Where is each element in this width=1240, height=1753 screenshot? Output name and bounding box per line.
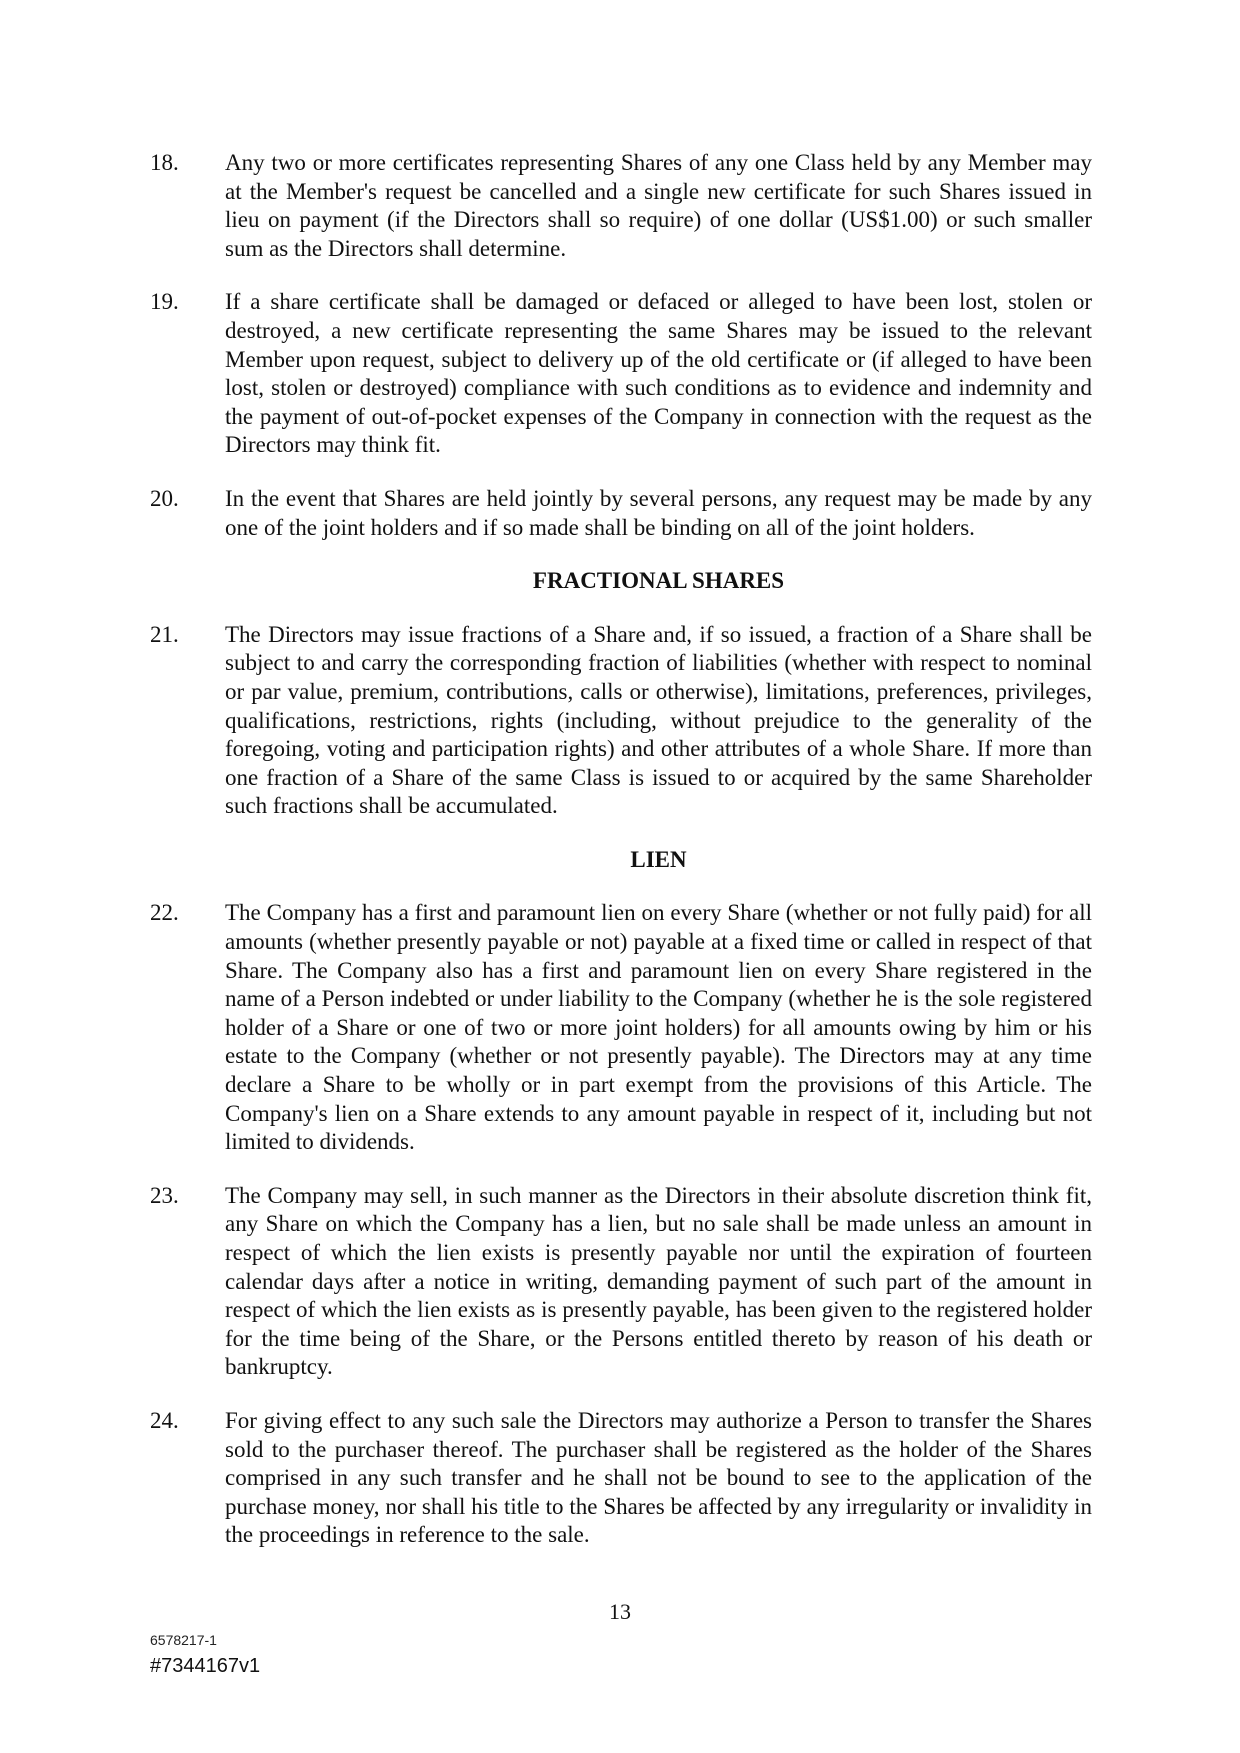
clause-number: 24. (150, 1407, 179, 1433)
clause-text: The Company may sell, in such manner as the Directors in their absolute discretion think fit, any Share on which the Company has a lien, but no sale shall be made unless an amount in respect of which the lien exists is presently payable nor until the expiration of fourteen calendar days after a notice in writing, demanding payment of such part of the amount in respect of which the lien exists as is presently payable, has been given to the registered holder for the time being of the Share, or the Persons entitled thereto by reason of his death or bankruptcy. (225, 1182, 1092, 1380)
footer-document-id: #7344167v1 (150, 1655, 261, 1677)
section-heading-lien: LIEN (630, 846, 687, 872)
footer-reference: 6578217-1 (150, 1632, 217, 1648)
clause-20 (150, 485, 1092, 542)
clause-text: The Company has a first and paramount lien on every Share (whether or not fully paid) for all amounts (whether presently payable or not) payable at a fixed time or called in respect of that Share. The Company also has a first and paramount lien on every Share registered in the name of a Person indebted or under liability to the Company (whether he is the sole registered holder of a Share or one of two or more joint holders) for all amounts owing by him or his estate to the Company (whether or not presently payable). The Directors may at any time declare a Share to be wholly or in part exempt from the provisions of this Article. The Company's lien on a Share extends to any amount payable in respect of it, including but not limited to dividends. (225, 900, 1092, 1155)
clause-number: 20. (150, 485, 179, 511)
clause-text: In the event that Shares are held jointly by several persons, any request may be made by any one of the joint holders and if so made shall be binding on all of the joint holders. (225, 485, 1092, 540)
clause-22 (150, 899, 1092, 1156)
clause-text: For giving effect to any such sale the Directors may authorize a Person to transfer the Shares sold to the purchaser thereof. The purchaser shall be registered as the holder of the Shares comprised in any such transfer and he shall not be bound to see to the application of the purchase money, nor shall his title to the Shares be affected by any irregularity or invalidity in the proceedings in reference to the sale. (225, 1407, 1092, 1548)
clause-number: 21. (150, 621, 179, 647)
clause-number: 23. (150, 1182, 179, 1208)
page-number: 13 (609, 1599, 631, 1624)
clause-number: 22. (150, 900, 179, 926)
clause-23 (150, 1182, 1092, 1382)
clause-number: 19. (150, 289, 179, 315)
document-body (150, 149, 1092, 1575)
clause-number: 18. (150, 150, 179, 175)
clause-19 (150, 288, 1092, 460)
clause-text: Any two or more certificates representing Shares of any one Class held by any Member may at the Member's request be cancelled and a single new certificate for such Shares issued in lieu on payment (if the Directors shall so require) of one dollar (US$1.00) or such smaller sum as the Directors shall determine. (225, 150, 1092, 261)
clause-24 (150, 1407, 1092, 1550)
clause-18 (150, 149, 1092, 263)
clause-text: If a share certificate shall be damaged or defaced or alleged to have been lost, stolen or destroyed, a new certificate representing the same Shares may be issued to the relevant Member upon request, subject to delivery up of the old certificate or (if alleged to have been lost, stolen or destroyed) compliance with such conditions as to evidence and indemnity and the payment of out-of-pocket expenses of the Company in connection with the request as the Directors may think fit. (225, 289, 1092, 458)
clause-text: The Directors may issue fractions of a Share and, if so issued, a fraction of a Share shall be subject to and carry the corresponding fraction of liabilities (whether with respect to nominal or par value, premium, contributions, calls or otherwise), limitations, preferences, privileges, qualifications, restrictions, rights (including, without prejudice to the generality of the foregoing, voting and participation rights) and other attributes of a whole Share. If more than one fraction of a Share of the same Class is issued to or acquired by the same Shareholder such fractions shall be accumulated. (225, 621, 1092, 819)
clause-21 (150, 621, 1092, 821)
section-heading-fractional-shares: FRACTIONAL SHARES (532, 568, 785, 594)
